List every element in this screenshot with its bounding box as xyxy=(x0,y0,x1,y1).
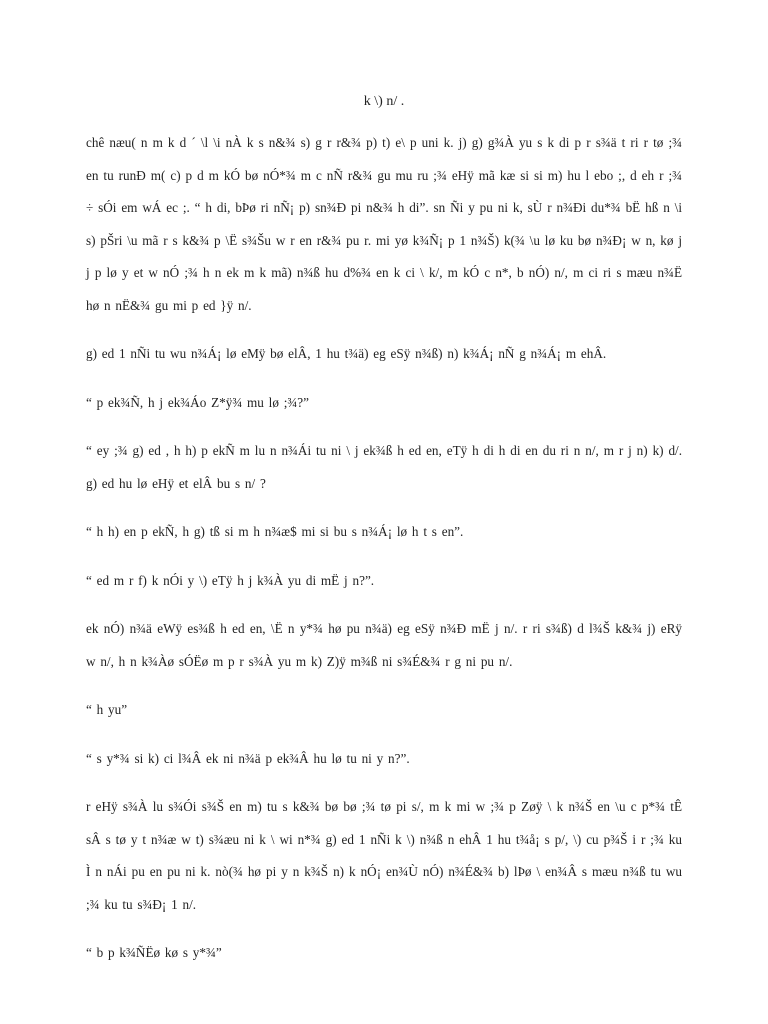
paragraph-2: g) ed 1 nÑi tu wu n¾Á¡ lø eMÿ bø elÂ, 1 hu t¾ä) eg eSÿ n¾ß) n) k¾Á¡ nÑ g n¾Á¡ m ehÂ. xyxy=(86,346,607,361)
paragraph-7: ek nÓ) n¾ä eWÿ es¾ß h ed en, \Ë n y*¾ hø pu n¾ä) eg eSÿ n¾Ð mË j n/. r ri s¾ß) d l¾Š k&¾ j) eRÿ w n/, h n k¾Àø sÓËø m p r s¾À yu m k) Z)ÿ m¾ß ni s¾É&¾ r g ni pu n/. xyxy=(86,621,682,669)
paragraph-9: “ s y*¾ si k) ci l¾Â ek ni n¾ä p ek¾Â hu lø tu ni y n?”. xyxy=(86,750,410,766)
paragraph-6: “ ed m r f) k nÓi y \) eTÿ h j k¾À yu di mË j n?”. xyxy=(86,572,375,588)
paragraph-4: “ ey ;¾ g) ed , h h) p ekÑ m lu n n¾Ái tu ni \ j ek¾ß h ed en, eTÿ h di h di en du ri n n/, m r j n) k) d/. g) ed hu lø eHÿ et elÂ bu s n/ ? xyxy=(86,443,682,491)
paragraph-3: “ p ek¾Ñ, h j ek¾Áo Z*ÿ¾ mu lø ;¾?” xyxy=(86,394,309,410)
paragraph-11: “ b p k¾ÑËø kø s y*¾” xyxy=(86,945,222,960)
paragraph-10: r eHÿ s¾À lu s¾Ói s¾Š en m) tu s k&¾ bø bø ;¾ tø pi s/, m k mi w ;¾ p Zøÿ \ k n¾Š en \u c p*¾ tÊ sÂ s tø y t n¾æ w t) s¾æu ni k \ wi n*¾ g) ed 1 nÑi k \) n¾ß n ehÂ 1 hu t¾å¡ s p/, \) cu p¾Š i r ;¾ ku Ì n nÁi pu en pu ni k. nò(¾ hø pi y n k¾Š n) k nÓ¡ en¾Ù nÓ) n¾É&¾ b) lÞø \ en¾Â s mæu n¾ß tu wu ;¾ ku tu s¾Ð¡ 1 n/. xyxy=(86,799,682,912)
paragraph-5: “ h h) en p ekÑ, h g) tß si m h n¾æ$ mi si bu s n¾Á¡ lø h t s en”. xyxy=(86,524,464,539)
paragraph-8: “ h yu” xyxy=(86,702,128,717)
page-title: k \) n/ . xyxy=(363,94,405,109)
paragraph-1: chê næu( n m k d ´ \l \i nÀ k s n&¾ s) g r r&¾ p) t) e\ p uni k. j) g) g¾À yu s k di p r s¾ä t ri r tø ;¾ en tu runÐ m( c) p d m kÓ bø nÓ*¾ m c nÑ r&¾ gu mu ru ;¾ eHÿ mã kæ si si m) hu l ebo ;, d eh r ;¾ ÷ sÓi em wÁ ec ;. “ h di, bÞø ri nÑ¡ p) sn¾Ð pi n&¾ h di”. sn Ñi y pu ni k, sÙ r n¾Ði du*¾ bË hß n \i s) pŠri \u mã r s k&¾ p \Ë s¾Šu w r en r&¾ pu r. mi yø k¾Ñ¡ p 1 n¾Š) k(¾ \u lø ku bø n¾Ð¡ w n, kø j j p lø y et w nÓ ;¾ h n ek m k mã) n¾ß hu d%¾ en k ci \ k/, m kÓ c n*, b nÓ) n/, m ci ri s mæu n¾Ë hø n nË&¾ gu mi p ed }ÿ n/. xyxy=(86,135,682,313)
